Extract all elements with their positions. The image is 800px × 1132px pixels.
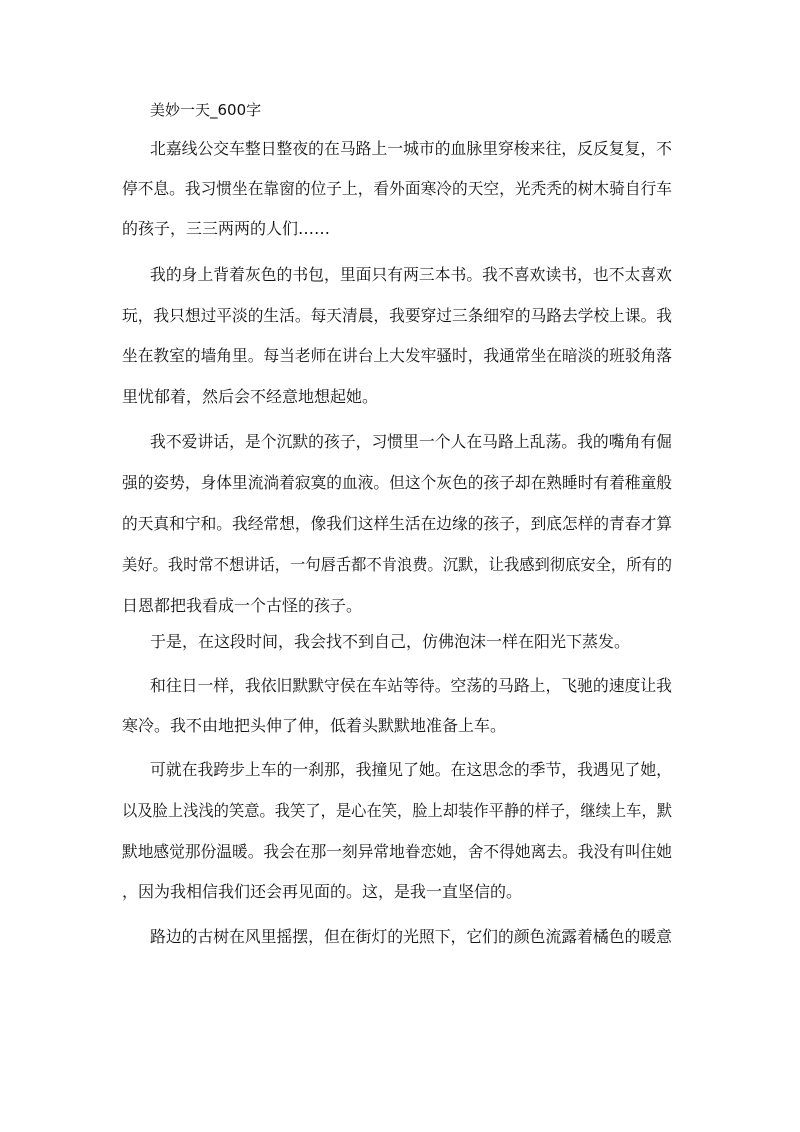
paragraph-line: 北嘉线公交车整日整夜的在马路上一城市的血脉里穿梭来往，反反复复，不 xyxy=(150,139,673,158)
paragraph-line: 里忧郁着，然后会不经意地想起她。 xyxy=(122,387,379,406)
paragraph-line: 我不爱讲话，是个沉默的孩子，习惯里一个人在马路上乱荡。我的嘴角有倔 xyxy=(150,432,673,451)
paragraph-line: 路边的古树在风里摇摆，但在街灯的光照下，它们的颜色流露着橘色的暖意 xyxy=(150,927,673,946)
paragraph-line: 玩，我只想过平淡的生活。每天清晨，我要穿过三条细窄的马路去学校上课。我 xyxy=(122,306,673,325)
paragraph-line: 强的姿势，身体里流淌着寂寞的血液。但这个灰色的孩子却在熟睡时有着稚童般 xyxy=(122,473,673,492)
paragraph-line: 于是，在这段时间，我会找不到自己，仿佛泡沫一样在阳光下蒸发。 xyxy=(150,632,631,651)
paragraph-line: 的天真和宁和。我经常想，像我们这样生活在边缘的孩子，到底怎样的青春才算 xyxy=(122,514,673,533)
paragraph-line: 可就在我跨步上车的一刹那，我撞见了她。在这思念的季节，我遇见了她， xyxy=(150,760,673,779)
paragraph-line: 寒冷。我不由地把头伸了伸，低着头默默地准备上车。 xyxy=(122,716,507,735)
paragraph-line: 日恩都把我看成一个古怪的孩子。 xyxy=(122,596,363,615)
paragraph-line: 停不息。我习惯坐在靠窗的位子上，看外面寒冷的天空，光秃秃的树木骑自行车 xyxy=(122,179,673,198)
paragraph-line: 以及脸上浅浅的笑意。我笑了，是心在笑，脸上却装作平静的样子，继续上车，默 xyxy=(122,801,673,820)
paragraph-line: 默地感觉那份温暖。我会在那一刻异常地眷恋她，舍不得她离去。我没有叫住她 xyxy=(122,842,673,861)
paragraph-line: ，因为我相信我们还会再见面的。这，是我一直坚信的。 xyxy=(122,882,523,901)
document-title: 美妙一天_600字 xyxy=(150,101,262,119)
paragraph-line: 和往日一样，我依旧默默守侯在车站等待。空荡的马路上，飞驰的速度让我 xyxy=(150,676,673,695)
paragraph-line: 美好。我时常不想讲话，一句唇舌都不肯浪费。沉默，让我感到彻底安全，所有的 xyxy=(122,555,673,574)
paragraph-line: 的孩子，三三两两的人们…… xyxy=(122,219,331,238)
paragraph-line: 我的身上背着灰色的书包，里面只有两三本书。我不喜欢读书，也不太喜欢 xyxy=(150,265,673,284)
paragraph-line: 坐在教室的墙角里。每当老师在讲台上大发牢骚时，我通常坐在暗淡的班驳角落 xyxy=(122,346,673,365)
